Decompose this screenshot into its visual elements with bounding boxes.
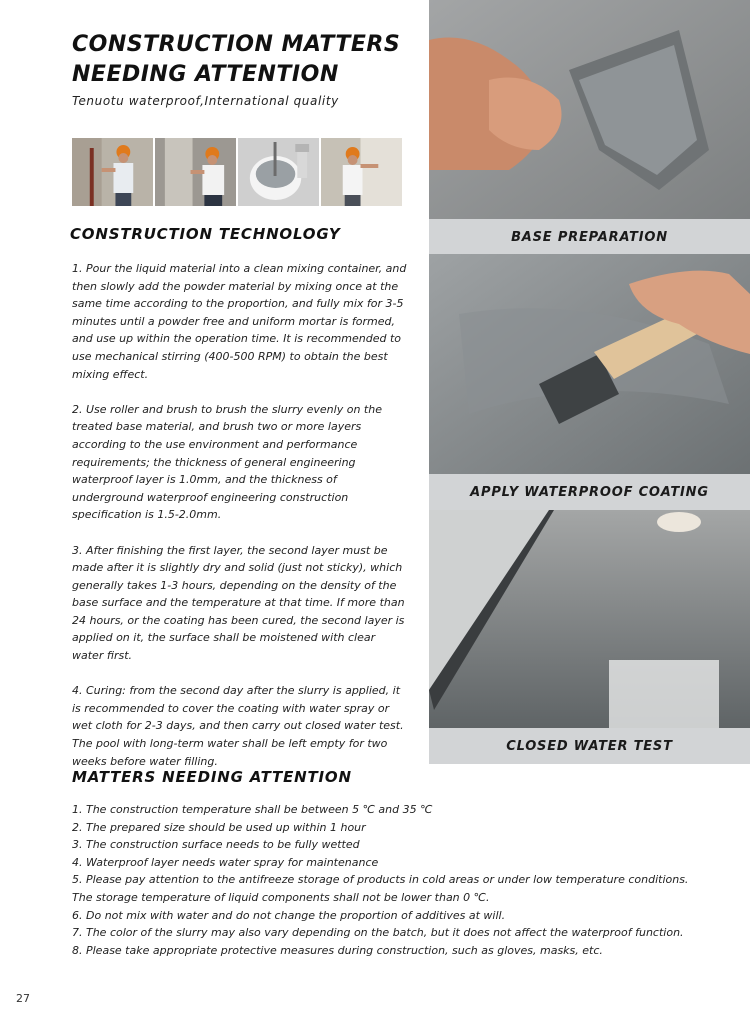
- page-number: 27: [16, 992, 30, 1005]
- process-photos-column: [429, 0, 750, 764]
- step-3: 3. After finishing the first layer, the second layer must be made after it is slightly dry and solid (just not sticky), which generally takes 1-3 hours, depending on the density of the base surface and the temperature at that time. If more than 24 hours, or the coating has been cured, the second layer is applied on it, the surface shall be moistened with clear water first.: [72, 543, 405, 663]
- mixing-bucket-photo: [238, 138, 319, 206]
- worker-ceiling-photo: [321, 138, 402, 206]
- list-item: 1. The construction temperature shall be between 5 ℃ and 35 ℃: [72, 803, 433, 816]
- apply-coating-caption: APPLY WATERPROOF COATING: [429, 474, 750, 510]
- page-subtitle: Tenuotu waterproof,International quality: [72, 94, 339, 108]
- attention-list: [72, 801, 712, 959]
- worker-plastering-photo: [155, 138, 236, 206]
- worker-wall-photo: [72, 138, 153, 206]
- thumbnail-strip: [72, 138, 402, 206]
- list-item: 7. The color of the slurry may also vary depending on the batch, but it does not affect the waterproof function.: [72, 926, 684, 940]
- base-preparation-caption: BASE PREPARATION: [429, 219, 750, 255]
- list-item: 5. Please pay attention to the antifreeze storage of products in cold areas or under low temperature conditions. The storage temperature of liquid components shall not be lower than 0 ℃.: [72, 873, 689, 904]
- list-item: 4. Waterproof layer needs water spray for maintenance: [72, 855, 379, 869]
- matters-needing-attention-heading: MATTERS NEEDING ATTENTION: [72, 768, 352, 786]
- brush-coating-photo: [429, 254, 750, 474]
- water-test-photo: [429, 510, 750, 728]
- page-title: CONSTRUCTION MATTERS NEEDING ATTENTION: [72, 32, 401, 87]
- list-item: 8. Please take appropriate protective measures during construction, such as gloves, masks, etc.: [72, 943, 603, 957]
- step-4: 4. Curing: from the second day after the slurry is applied, it is recommended to cover the coating with water spray or wet cloth for 2-3 days, and then carry out closed water test. The pool with long-term water shall be left empty for two weeks before water filling.: [72, 684, 404, 768]
- list-item: 3. The construction surface needs to be fully wetted: [72, 838, 360, 852]
- list-item: 6. Do not mix with water and do not change the proportion of additives at will.: [72, 908, 506, 922]
- step-2: 2. Use roller and brush to brush the slurry evenly on the treated base material, and brush two or more layers according to the use environment and performance requirements; the thickness of general engineering waterproof layer is 1.0mm, and the thickness of underground waterproof engineering construction specification is 1.5-2.0mm.: [72, 402, 382, 522]
- trowel-photo: [429, 0, 750, 219]
- closed-water-test-caption: CLOSED WATER TEST: [429, 728, 750, 764]
- list-item: 2. The prepared size should be used up within 1 hour: [72, 820, 366, 834]
- construction-technology-heading: CONSTRUCTION TECHNOLOGY: [70, 225, 341, 243]
- step-1: 1. Pour the liquid material into a clean mixing container, and then slowly add the powder material by mixing once at the same time according to the proportion, and fully mix for 3-5 minutes until a powder free and uniform mortar is formed, and use up within the operation time. It is recommended to use mechanical stirring (400-500 RPM) to obtain the best mixing effect.: [72, 262, 407, 381]
- construction-steps: [72, 260, 407, 788]
